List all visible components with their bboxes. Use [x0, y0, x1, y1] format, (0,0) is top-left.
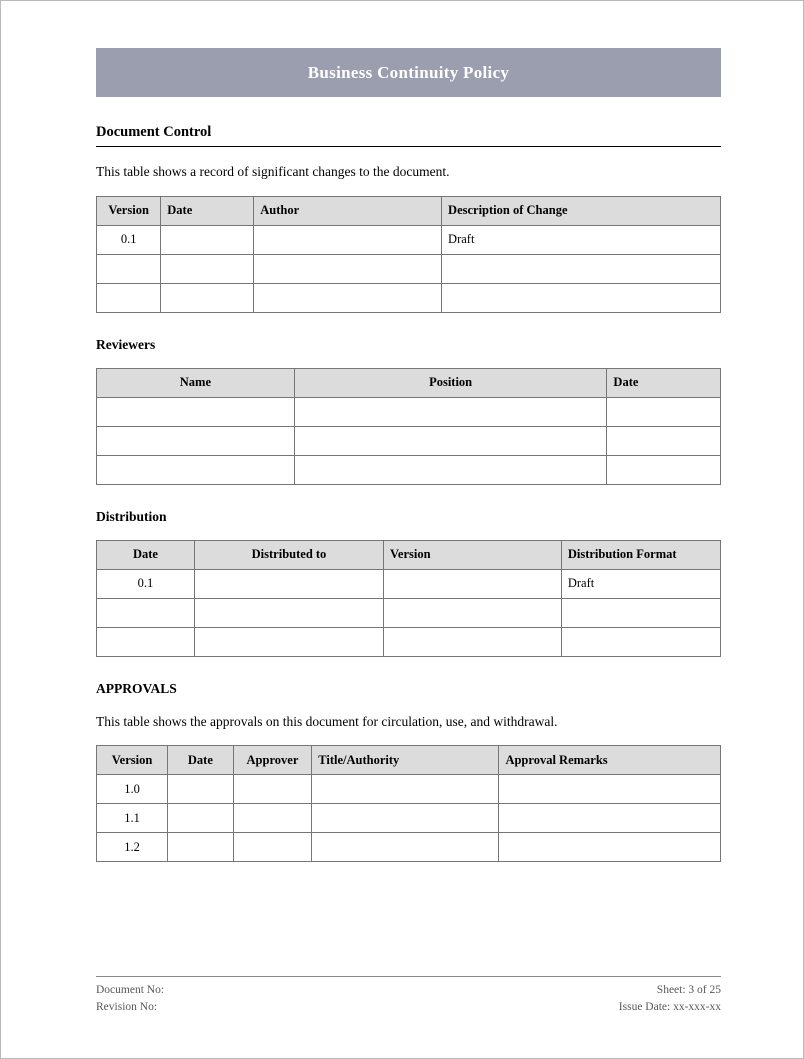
table-cell [97, 283, 161, 312]
table-cell [294, 397, 607, 426]
table-cell: 1.1 [97, 804, 168, 833]
table-cell [97, 627, 195, 656]
column-header: Author [254, 196, 442, 225]
reviewers-table [96, 368, 721, 485]
column-header: Approver [233, 746, 312, 775]
table-row [97, 598, 721, 627]
column-header: Distributed to [194, 540, 383, 569]
page-footer [96, 976, 721, 1015]
table-cell [254, 254, 442, 283]
table-cell [194, 598, 383, 627]
table-row [97, 397, 721, 426]
table-cell: 0.1 [97, 569, 195, 598]
table-cell: 1.0 [97, 775, 168, 804]
table-row [97, 569, 721, 598]
table-cell [607, 397, 721, 426]
table-row [97, 833, 721, 862]
table-cell [161, 225, 254, 254]
column-header: Description of Change [442, 196, 721, 225]
table-row [97, 426, 721, 455]
table-cell [499, 804, 721, 833]
table-row [97, 283, 721, 312]
table-cell [312, 804, 499, 833]
table-cell [233, 833, 312, 862]
table-cell [384, 627, 562, 656]
document-title-banner [96, 48, 721, 97]
column-header: Version [97, 196, 161, 225]
table-cell [384, 569, 562, 598]
table-cell [233, 804, 312, 833]
table-cell: 0.1 [97, 225, 161, 254]
footer-issue-date: Issue Date: xx-xxx-xx [618, 1000, 721, 1013]
table-cell [97, 254, 161, 283]
table-cell [442, 283, 721, 312]
table-row [97, 455, 721, 484]
footer-document-no-label: Document No: [96, 984, 165, 996]
table-header-row [97, 368, 721, 397]
table-cell [561, 627, 720, 656]
column-header: Distribution Format [561, 540, 720, 569]
section-heading-distribution: Distribution [96, 508, 167, 524]
table-cell [294, 426, 607, 455]
footer-row-top [96, 982, 721, 999]
column-header: Date [607, 368, 721, 397]
footer-row-bottom [96, 999, 721, 1016]
table-row [97, 775, 721, 804]
column-header: Approval Remarks [499, 746, 721, 775]
table-cell [254, 225, 442, 254]
footer-sheet-number: Sheet: 3 of 25 [656, 984, 721, 996]
table-cell [168, 775, 234, 804]
table-cell [233, 775, 312, 804]
table-cell [161, 254, 254, 283]
section-heading-approvals: APPROVALS [96, 680, 177, 696]
table-cell [161, 283, 254, 312]
column-header: Date [168, 746, 234, 775]
distribution-table [96, 540, 721, 657]
table-cell [499, 833, 721, 862]
table-cell [384, 598, 562, 627]
column-header: Version [384, 540, 562, 569]
table-cell [607, 426, 721, 455]
table-cell [97, 455, 295, 484]
table-row [97, 254, 721, 283]
column-header: Date [97, 540, 195, 569]
column-header: Position [294, 368, 607, 397]
table-cell: Draft [561, 569, 720, 598]
table-cell [168, 804, 234, 833]
approvals-table [96, 745, 721, 862]
column-header: Title/Authority [312, 746, 499, 775]
document-control-intro: This table shows a record of significant changes to the document. [96, 164, 450, 179]
table-cell [312, 775, 499, 804]
table-row [97, 627, 721, 656]
document-body [96, 48, 721, 862]
table-header-row [97, 746, 721, 775]
table-cell [97, 397, 295, 426]
section-heading-document-control: Document Control [96, 124, 721, 147]
document-control-table [96, 196, 721, 313]
table-cell [442, 254, 721, 283]
column-header: Name [97, 368, 295, 397]
footer-revision-no-label: Revision No: [96, 1000, 158, 1013]
page-title: Business Continuity Policy [307, 62, 510, 82]
table-cell [607, 455, 721, 484]
table-cell [97, 426, 295, 455]
table-cell [312, 833, 499, 862]
table-cell: 1.2 [97, 833, 168, 862]
table-cell [561, 598, 720, 627]
table-cell [254, 283, 442, 312]
table-cell [194, 569, 383, 598]
table-header-row [97, 540, 721, 569]
table-header-row [97, 196, 721, 225]
table-cell: Draft [442, 225, 721, 254]
table-cell [294, 455, 607, 484]
table-cell [499, 775, 721, 804]
table-cell [194, 627, 383, 656]
column-header: Date [161, 196, 254, 225]
section-heading-reviewers: Reviewers [96, 336, 156, 352]
table-cell [168, 833, 234, 862]
table-row [97, 804, 721, 833]
approvals-intro: This table shows the approvals on this document for circulation, use, and withdrawal. [96, 713, 558, 729]
column-header: Version [97, 746, 168, 775]
table-row [97, 225, 721, 254]
table-cell [97, 598, 195, 627]
